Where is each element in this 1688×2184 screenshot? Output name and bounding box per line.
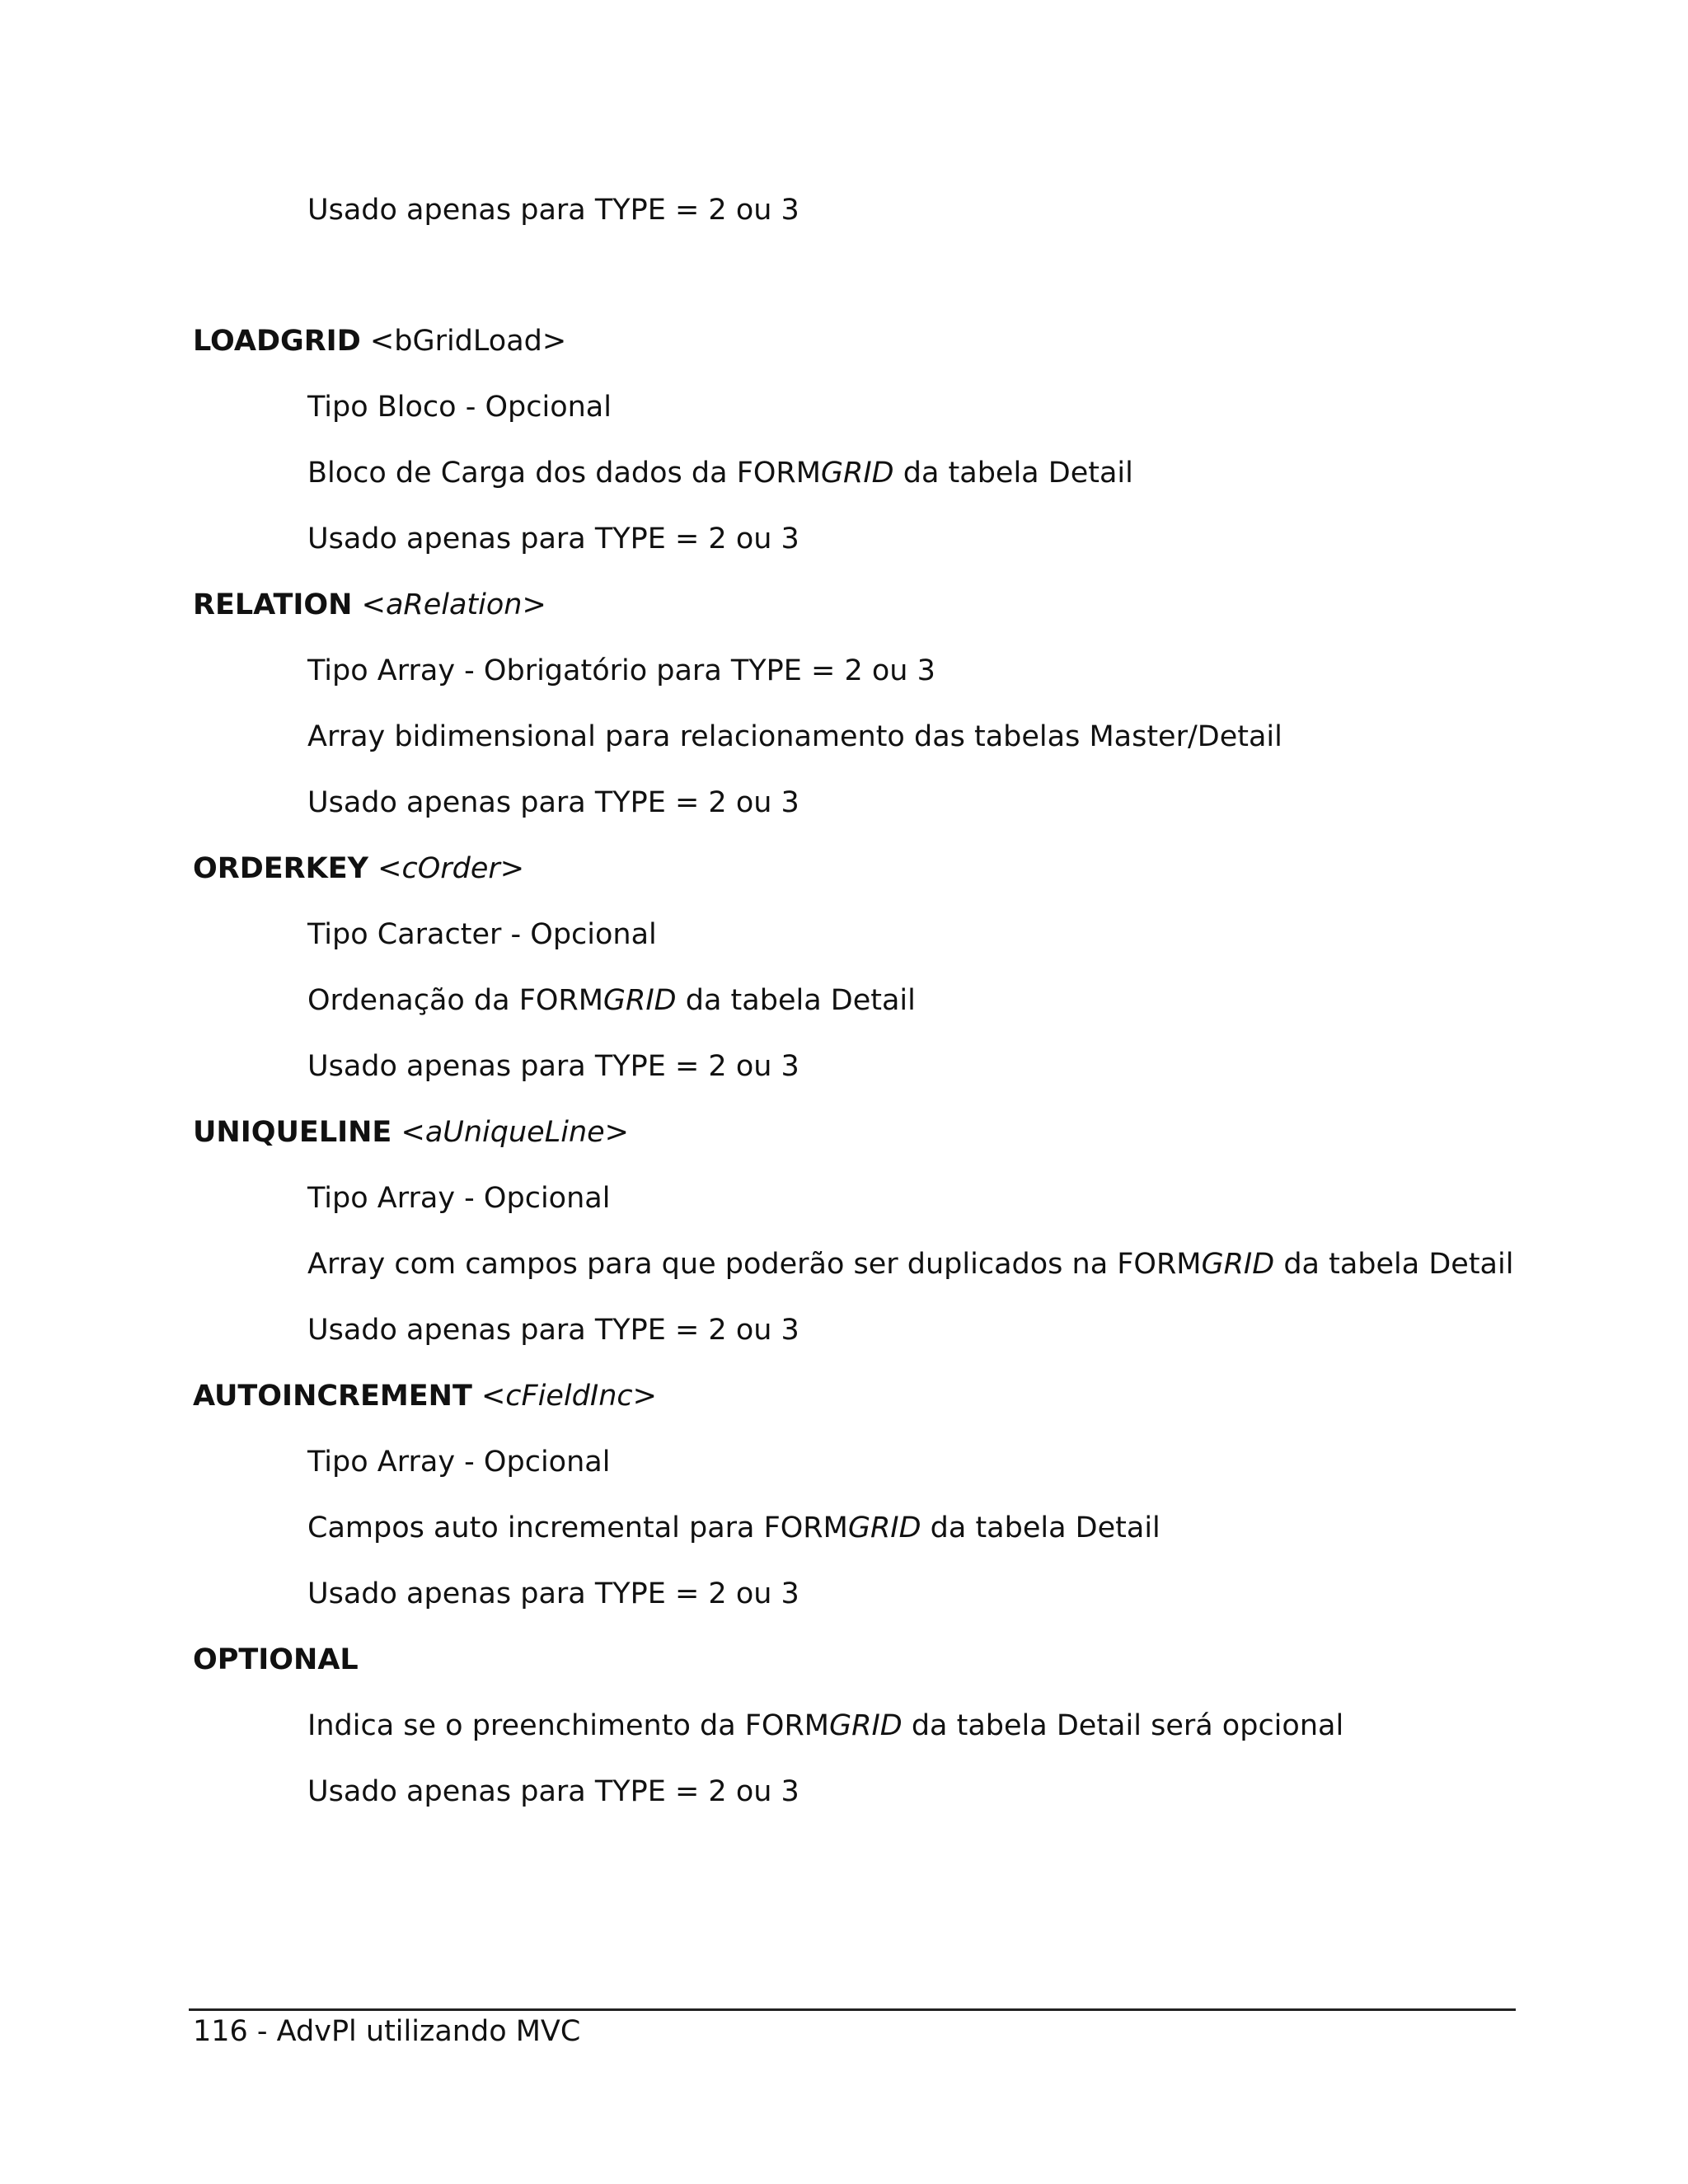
- text-run: >: [604, 1116, 629, 1149]
- section-line: [307, 1510, 1160, 1546]
- section-line: [307, 982, 916, 1019]
- section-keyword: AUTOINCREMENT: [193, 1380, 472, 1413]
- section-line: Tipo Array - Obrigatório para TYPE = 2 ou 3: [307, 654, 935, 687]
- section-line: [307, 1708, 1343, 1744]
- text-run: <: [377, 852, 402, 885]
- section-line: Tipo Array - Opcional: [307, 1446, 611, 1479]
- text-run: Ordenação da FORM: [307, 984, 603, 1017]
- section-heading-loadgrid: [193, 323, 566, 359]
- section-line: Usado apenas para TYPE = 2 ou 3: [307, 1577, 799, 1610]
- text-run: >: [522, 588, 546, 621]
- italic-run: GRID: [820, 457, 894, 490]
- section-keyword: RELATION: [193, 588, 353, 621]
- footer-divider: [189, 2008, 1516, 2011]
- section-line: Usado apenas para TYPE = 2 ou 3: [307, 786, 799, 819]
- text-run: Bloco de Carga dos dados da FORM: [307, 457, 821, 490]
- text-run: >: [499, 852, 525, 885]
- italic-run: GRID: [847, 1511, 921, 1544]
- section-line: Usado apenas para TYPE = 2 ou 3: [307, 523, 799, 555]
- text-run: da tabela Detail: [676, 984, 916, 1017]
- text-run: Array com campos para que poderão ser duplicados na FORM: [307, 1248, 1202, 1281]
- section-keyword: ORDERKEY: [193, 852, 368, 885]
- italic-run: cFieldInc: [505, 1380, 633, 1413]
- section-keyword: UNIQUELINE: [193, 1116, 392, 1149]
- text-run: <: [401, 1116, 425, 1149]
- section-line: Tipo Bloco - Opcional: [307, 391, 612, 424]
- section-line: [307, 455, 1133, 491]
- section-param: [401, 1116, 629, 1149]
- page-footer: 116 - AdvPl utilizando MVC: [193, 2015, 581, 2048]
- text-run: <: [481, 1380, 506, 1413]
- section-param: [377, 852, 524, 885]
- section-heading-autoincrement: [193, 1378, 657, 1414]
- section-heading-orderkey: [193, 851, 524, 887]
- section-heading-uniqueline: [193, 1114, 629, 1151]
- section-heading-optional: [193, 1642, 359, 1678]
- section-line: Tipo Caracter - Opcional: [307, 918, 657, 951]
- intro-usage-line: Usado apenas para TYPE = 2 ou 3: [307, 194, 799, 227]
- italic-run: GRID: [1201, 1248, 1275, 1281]
- section-keyword: LOADGRID: [193, 325, 361, 358]
- text-run: >: [632, 1380, 657, 1413]
- section-param: [481, 1380, 657, 1413]
- section-heading-relation: [193, 587, 546, 623]
- italic-run: aUniqueLine: [424, 1116, 605, 1149]
- text-run: da tabela Detail será opcional: [902, 1709, 1344, 1742]
- section-param: <bGridLoad>: [369, 325, 567, 358]
- text-run: <: [361, 588, 386, 621]
- section-line: [307, 1246, 1513, 1282]
- italic-run: cOrder: [401, 852, 500, 885]
- section-line: Array bidimensional para relacionamento das tabelas Master/Detail: [307, 720, 1282, 753]
- section-line: Tipo Array - Opcional: [307, 1182, 611, 1215]
- section-param: [362, 588, 546, 621]
- section-keyword: OPTIONAL: [193, 1643, 359, 1676]
- text-run: Indica se o preenchimento da FORM: [307, 1709, 829, 1742]
- italic-run: aRelation: [385, 588, 523, 621]
- text-run: da tabela Detail: [1274, 1248, 1514, 1281]
- text-run: da tabela Detail: [893, 457, 1133, 490]
- italic-run: GRID: [603, 984, 677, 1017]
- italic-run: GRID: [829, 1709, 903, 1742]
- text-run: Campos auto incremental para FORM: [307, 1511, 848, 1544]
- section-line: Usado apenas para TYPE = 2 ou 3: [307, 1314, 799, 1347]
- section-line: Usado apenas para TYPE = 2 ou 3: [307, 1050, 799, 1083]
- text-run: da tabela Detail: [921, 1511, 1160, 1544]
- section-line: Usado apenas para TYPE = 2 ou 3: [307, 1775, 799, 1808]
